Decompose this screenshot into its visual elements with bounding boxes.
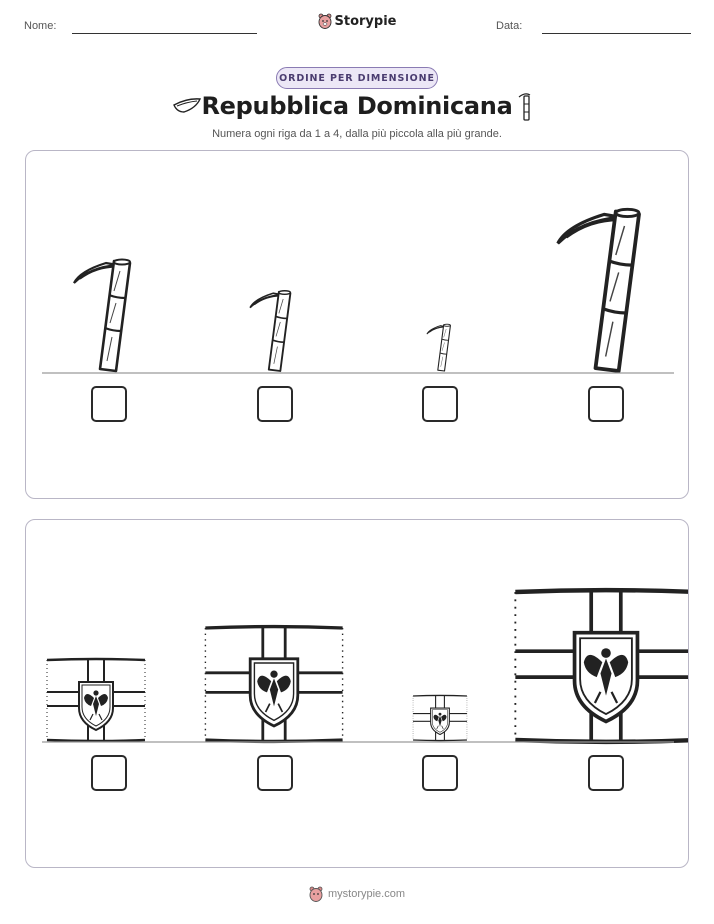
category-badge: ORDINE PER DIMENSIONE xyxy=(276,67,438,89)
order-checkbox-2[interactable] xyxy=(257,755,293,791)
flag-size-4 xyxy=(515,590,689,742)
name-label: Nome: xyxy=(24,20,57,32)
page-title: Repubblica Dominicana xyxy=(201,92,513,120)
order-checkbox-1[interactable] xyxy=(91,755,127,791)
flag-row-drawing xyxy=(26,520,689,868)
order-checkbox-3[interactable] xyxy=(422,386,458,422)
sugarcane-icon xyxy=(516,92,534,122)
order-checkbox-4[interactable] xyxy=(588,755,624,791)
brand-logo xyxy=(0,13,714,29)
row-panel-sugarcane xyxy=(25,150,689,499)
order-checkbox-1[interactable] xyxy=(91,386,127,422)
storypie-mascot-icon xyxy=(318,13,332,29)
sugarcane-size-4 xyxy=(558,209,639,371)
order-checkbox-2[interactable] xyxy=(257,386,293,422)
date-line[interactable] xyxy=(542,33,691,34)
footer-url[interactable]: mystorypie.com xyxy=(327,888,406,900)
name-line[interactable] xyxy=(72,33,257,34)
sugarcane-row-drawing xyxy=(26,151,689,499)
flag-size-3 xyxy=(413,695,467,740)
row-panel-flag xyxy=(25,519,689,868)
footer xyxy=(0,886,714,902)
instructions: Numera ogni riga da 1 a 4, dalla più piccola alla più grande. xyxy=(212,128,502,140)
sugarcane-size-2 xyxy=(250,291,290,371)
flag-size-2 xyxy=(205,627,342,742)
date-label: Data: xyxy=(496,20,523,32)
order-checkbox-4[interactable] xyxy=(588,386,624,422)
brand-name: Storypie xyxy=(334,13,397,29)
storypie-mascot-icon xyxy=(309,886,323,902)
order-checkbox-3[interactable] xyxy=(422,755,458,791)
flag-size-1 xyxy=(47,659,145,741)
sugarcane-size-1 xyxy=(74,260,130,372)
sugarcane-size-3 xyxy=(427,324,451,371)
